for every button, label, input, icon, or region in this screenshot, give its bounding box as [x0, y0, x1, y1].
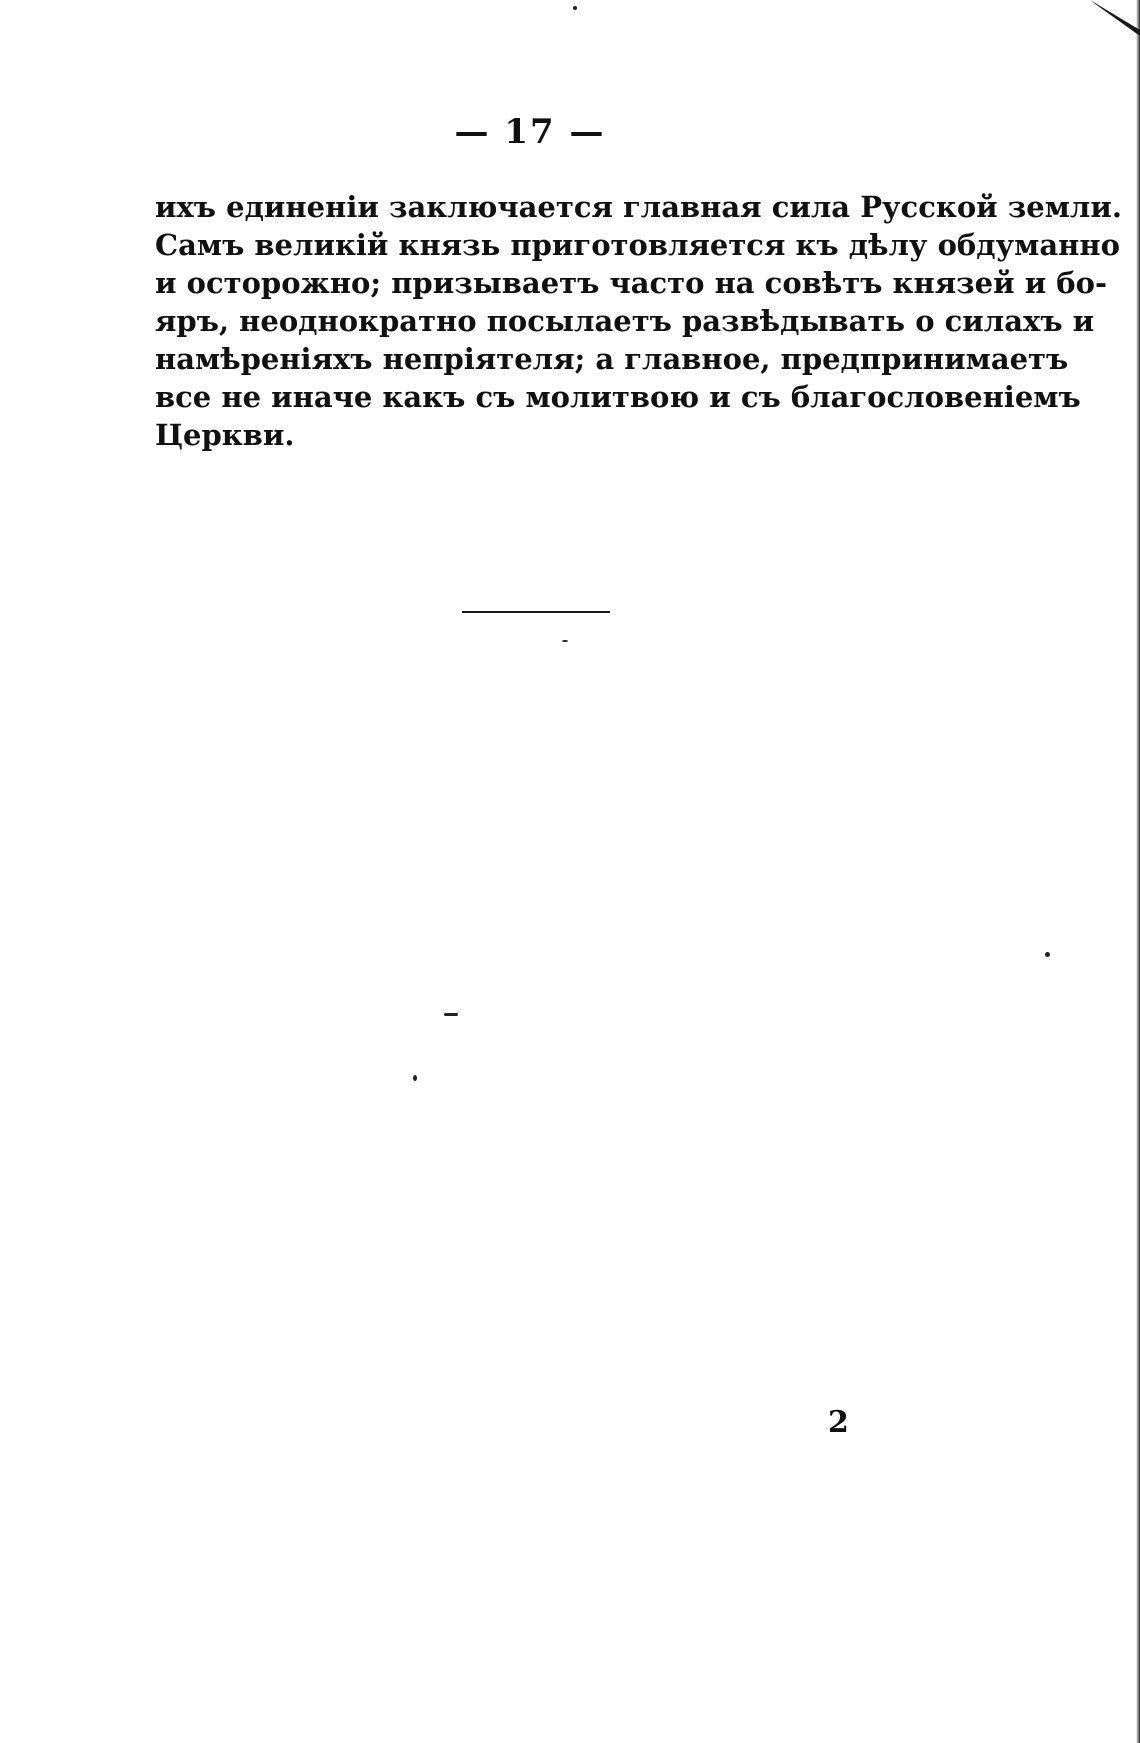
- speck-4: [1045, 952, 1050, 957]
- speck-3: [413, 1075, 417, 1081]
- text-line-5: намѣренiяхъ непрiятеля; а главное, предпринимаетъ: [155, 342, 1069, 376]
- speck-1: [573, 6, 577, 10]
- scan-edge: [1136, 0, 1140, 1743]
- body-text: [155, 188, 1122, 454]
- text-line-7: Церкви.: [155, 418, 295, 452]
- speck-5: [562, 640, 568, 642]
- speck-2: [444, 1013, 458, 1016]
- text-line-4: яръ, неоднократно посылаетъ развѣдывать о силахъ и: [155, 304, 1095, 338]
- text-line-6: все не иначе какъ съ молитвою и съ благословенiемъ: [155, 380, 1081, 414]
- text-line-1: ихъ единенiи заключается главная сила Русской земли.: [155, 190, 1122, 224]
- page-number: — 17 —: [454, 112, 606, 152]
- section-separator: [462, 611, 610, 613]
- text-line-3: и осторожно; призываетъ часто на совѣтъ князей и бо-: [155, 266, 1108, 300]
- signature-mark: 2: [828, 1405, 849, 1440]
- scan-corner-mark: [1070, 0, 1140, 40]
- text-line-2: Самъ великiй князь приготовляется къ дѣлу обдуманно: [155, 228, 1120, 262]
